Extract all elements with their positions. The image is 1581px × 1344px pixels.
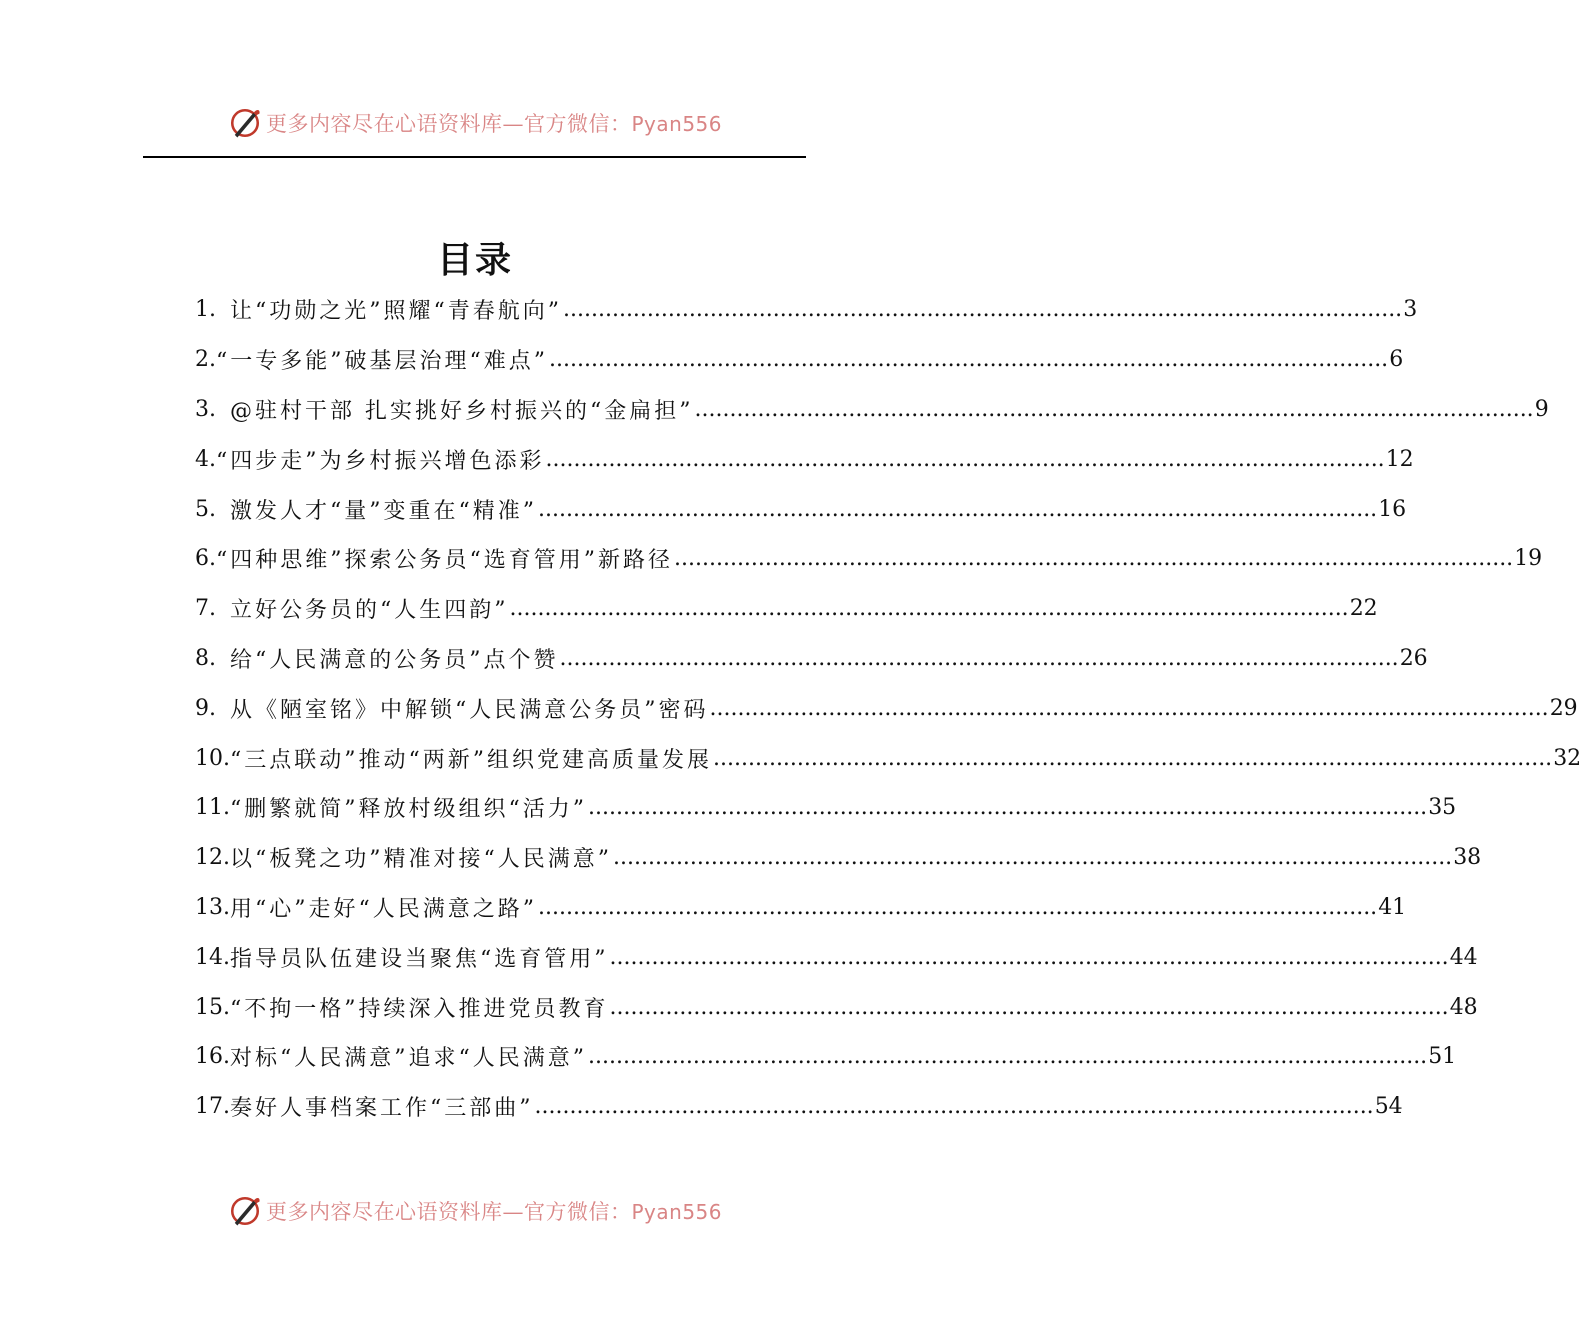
toc-item-number: 15.: [195, 994, 230, 1020]
toc-item-page: 6: [1389, 347, 1404, 373]
toc-leader-dots: ........................................................................................................................: [563, 297, 1403, 323]
toc-item-number: 12.: [195, 845, 230, 871]
toc-item[interactable]: [195, 932, 1478, 982]
toc-leader-dots: ........................................................................................................................: [538, 496, 1378, 522]
toc-item-number: 9.: [195, 695, 216, 721]
toc-item-title: 从《陋室铭》中解锁“人民满意公务员”密码: [230, 697, 709, 723]
toc-item-number: 14.: [195, 944, 230, 970]
footer-banner: [0, 1186, 950, 1236]
toc-item-title: 激发人才“量”变重在“精准”: [230, 498, 537, 524]
toc-item[interactable]: [195, 783, 1457, 833]
toc-item-number: 5.: [195, 496, 216, 522]
toc-item-title: “删繁就简”释放村级组织“活力”: [230, 797, 587, 823]
toc-item[interactable]: [195, 335, 1404, 385]
toc-item-number: 8.: [195, 645, 216, 671]
toc-item-page: 29: [1549, 695, 1578, 721]
toc-item[interactable]: [195, 1082, 1403, 1132]
toc-leader-dots: ........................................................................................................................: [694, 396, 1534, 422]
header-banner: [0, 98, 950, 148]
toc-item-title: 以“板凳之功”精准对接“人民满意”: [230, 847, 612, 873]
toc-item-page: 19: [1514, 546, 1543, 572]
toc-item[interactable]: [195, 534, 1543, 584]
toc-item-title: “一专多能”破基层治理“难点”: [216, 349, 548, 375]
toc-item[interactable]: [195, 385, 1549, 435]
toc-item[interactable]: [195, 484, 1407, 534]
toc-leader-dots: ........................................................................................................................: [609, 994, 1449, 1020]
toc-title: 目录: [436, 239, 513, 281]
toc-item-title: “四种思维”探索公务员“选育管用”新路径: [216, 548, 673, 574]
toc-item-page: 38: [1453, 845, 1482, 871]
toc-item-title: “四步走”为乡村振兴增色添彩: [216, 448, 545, 474]
toc-item-page: 9: [1534, 396, 1549, 422]
toc-item-title: “三点联动”推动“两新”组织党建高质量发展: [230, 747, 712, 773]
toc-item-page: 16: [1378, 496, 1407, 522]
toc-item-page: 26: [1399, 645, 1428, 671]
toc-leader-dots: ........................................................................................................................: [588, 795, 1428, 821]
toc-item-page: 12: [1385, 446, 1414, 472]
toc-item-number: 16.: [195, 1044, 230, 1070]
toc-leader-dots: ........................................................................................................................: [509, 596, 1349, 622]
toc-leader-dots: ........................................................................................................................: [559, 645, 1399, 671]
toc-item[interactable]: [195, 285, 1418, 335]
toc-item-title: 对标“人民满意”追求“人民满意”: [230, 1046, 587, 1072]
toc-item-title: 用“心”走好“人民满意之路”: [230, 896, 537, 922]
toc-leader-dots: ........................................................................................................................: [588, 1044, 1428, 1070]
toc-item-number: 13.: [195, 894, 230, 920]
banner-text: 更多内容尽在心语资料库—官方微信：Pyan556: [265, 112, 722, 136]
toc-item-title: 指导员队伍建设当聚焦“选育管用”: [230, 946, 609, 972]
toc-item[interactable]: [195, 683, 1578, 733]
toc-item-page: 54: [1374, 1094, 1403, 1120]
toc-item[interactable]: [195, 434, 1414, 484]
quill-logo-icon: [228, 106, 262, 140]
toc-item-number: 3.: [195, 396, 216, 422]
toc-item[interactable]: [195, 982, 1478, 1032]
toc-item-number: 1.: [195, 297, 216, 323]
toc-leader-dots: ........................................................................................................................: [545, 446, 1385, 472]
toc-item-page: 48: [1449, 994, 1478, 1020]
quill-logo-icon: [228, 1194, 262, 1228]
toc-item-number: 4.: [195, 446, 216, 472]
toc-item[interactable]: [195, 584, 1378, 634]
toc-item-title: 给“人民满意的公务员”点个赞: [230, 647, 559, 673]
toc-item-page: 22: [1349, 596, 1378, 622]
toc-item-title: 奏好人事档案工作“三部曲”: [230, 1096, 534, 1122]
toc-leader-dots: ........................................................................................................................: [609, 944, 1449, 970]
toc-item-number: 11.: [195, 795, 230, 821]
toc-item-number: 2.: [195, 347, 216, 373]
toc-item[interactable]: [195, 1032, 1457, 1082]
toc-item-page: 3: [1403, 297, 1418, 323]
toc-item-number: 10.: [195, 745, 230, 771]
toc-item[interactable]: [195, 833, 1482, 883]
toc-leader-dots: ........................................................................................................................: [709, 695, 1549, 721]
toc-item-page: 35: [1428, 795, 1457, 821]
toc-list: [195, 285, 1581, 1132]
toc-item[interactable]: [195, 883, 1407, 933]
toc-leader-dots: ........................................................................................................................: [534, 1094, 1374, 1120]
toc-item-page: 32: [1553, 745, 1581, 771]
toc-leader-dots: ........................................................................................................................: [674, 546, 1514, 572]
toc-item-title: 立好公务员的“人生四韵”: [230, 598, 509, 624]
toc-item-page: 51: [1428, 1044, 1457, 1070]
toc-item-page: 44: [1449, 944, 1478, 970]
banner-text: 更多内容尽在心语资料库—官方微信：Pyan556: [265, 1200, 722, 1224]
toc-leader-dots: ........................................................................................................................: [713, 745, 1553, 771]
toc-item[interactable]: [195, 634, 1428, 684]
toc-leader-dots: ........................................................................................................................: [538, 894, 1378, 920]
toc-leader-dots: ........................................................................................................................: [549, 347, 1389, 373]
toc-item-number: 17.: [195, 1094, 230, 1120]
toc-item-number: 7.: [195, 596, 216, 622]
toc-leader-dots: ........................................................................................................................: [613, 845, 1453, 871]
toc-item[interactable]: [195, 733, 1581, 783]
toc-item-number: 6.: [195, 546, 216, 572]
toc-item-page: 41: [1378, 894, 1407, 920]
header-rule: [143, 156, 806, 158]
toc-item-title: @驻村干部 扎实挑好乡村振兴的“金扁担”: [230, 398, 694, 424]
toc-item-title: 让“功勋之光”照耀“青春航向”: [230, 299, 562, 325]
toc-item-title: “不拘一格”持续深入推进党员教育: [230, 996, 609, 1022]
